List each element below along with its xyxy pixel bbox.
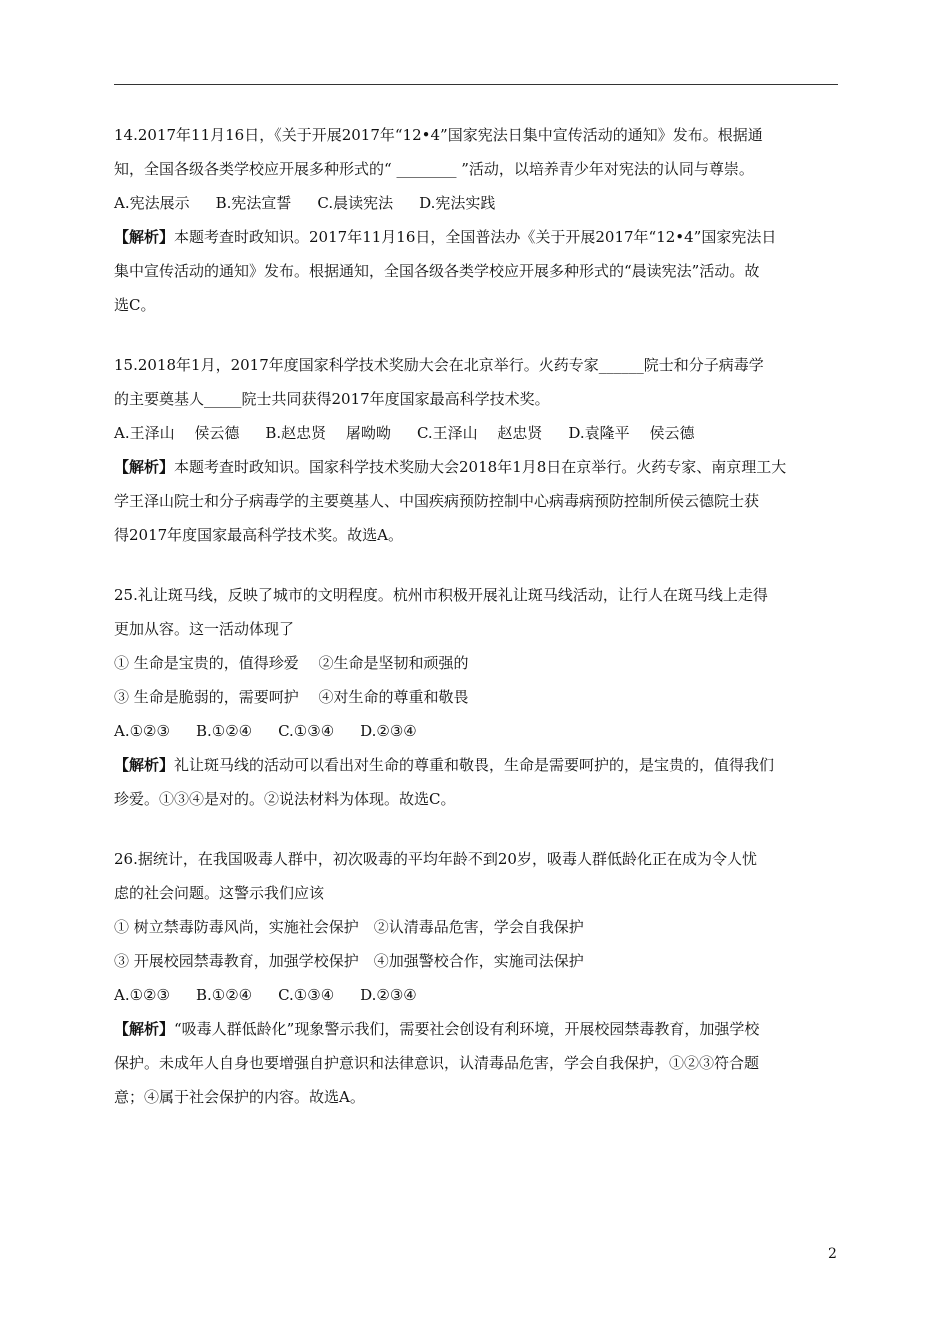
question-stem-line: ③ 生命是脆弱的，需要呵护 ④对生命的尊重和敬畏 xyxy=(114,688,469,706)
answer-options xyxy=(114,978,838,1012)
answer-option: A.宪法展示 xyxy=(114,194,190,212)
analysis-line xyxy=(114,748,838,782)
answer-option: A.王泽山 侯云德 xyxy=(114,424,240,442)
analysis-line xyxy=(114,450,838,484)
analysis-text: 集中宣传活动的通知》发布。根据通知，全国各级各类学校应开展多种形式的“晨读宪法”活动。故 xyxy=(114,262,760,280)
analysis-line xyxy=(114,782,838,816)
analysis-tag: 【解析】 xyxy=(114,228,175,246)
answer-options xyxy=(114,186,838,220)
question-block xyxy=(114,118,838,322)
answer-option: A.①②③ xyxy=(114,986,170,1004)
analysis-tag: 【解析】 xyxy=(114,756,175,774)
answer-option: B.①②④ xyxy=(195,722,253,740)
question-stem-line: 更加从容。这一活动体现了 xyxy=(114,620,295,638)
analysis-line xyxy=(114,1012,838,1046)
page-number: 2 xyxy=(828,1246,837,1262)
analysis-text: 得2017年度国家最高科学技术奖。故选A。 xyxy=(114,526,404,544)
analysis-line xyxy=(114,484,838,518)
analysis-line xyxy=(114,518,838,552)
answer-option: D.宪法实践 xyxy=(419,194,496,212)
answer-option: C.①③④ xyxy=(278,722,335,740)
analysis-text: 学王泽山院士和分子病毒学的主要奠基人、中国疾病预防控制中心病毒病预防控制所侯云德院士获 xyxy=(114,492,760,510)
answer-option: D.②③④ xyxy=(360,986,417,1004)
question-stem-line: 15.2018年1月，2017年度国家科学技术奖励大会在北京举行。火药专家______院士和分子病毒学 xyxy=(114,356,764,374)
question-stem-line: ① 树立禁毒防毒风尚，实施社会保护 ②认清毒品危害，学会自我保护 xyxy=(114,918,584,936)
analysis-text: 本题考查时政知识。国家科学技术奖励大会2018年1月8日在京举行。火药专家、南京理工大 xyxy=(174,458,787,476)
analysis-text: 礼让斑马线的活动可以看出对生命的尊重和敬畏，生命是需要呵护的，是宝贵的，值得我们 xyxy=(174,756,775,774)
analysis-line xyxy=(114,254,838,288)
answer-option: B.赵忠贤 屠呦呦 xyxy=(265,424,391,442)
answer-option: A.①②③ xyxy=(114,722,170,740)
analysis-line xyxy=(114,1046,838,1080)
question-stem-line: 14.2017年11月16日，《关于开展2017年“12•4”国家宪法日集中宣传活动的通知》发布。根据通 xyxy=(114,126,763,144)
analysis-text: 保护。未成年人自身也要增强自护意识和法律意识，认清毒品危害，学会自我保护，①②③符合题 xyxy=(114,1054,760,1072)
question-block xyxy=(114,842,838,1114)
analysis-line xyxy=(114,220,838,254)
analysis-text: 选C。 xyxy=(114,296,156,314)
analysis-tag: 【解析】 xyxy=(114,458,175,476)
questions-container xyxy=(114,118,838,1140)
answer-option: B.①②④ xyxy=(195,986,253,1004)
question-stem-line: ① 生命是宝贵的，值得珍爱 ②生命是坚韧和顽强的 xyxy=(114,654,469,672)
answer-options xyxy=(114,416,838,450)
analysis-tag: 【解析】 xyxy=(114,1020,175,1038)
answer-option: B.宪法宣誓 xyxy=(215,194,292,212)
answer-option: C.王泽山 赵忠贤 xyxy=(416,424,543,442)
question-stem-line: 虑的社会问题。这警示我们应该 xyxy=(114,884,325,902)
answer-option: D.袁隆平 侯云德 xyxy=(568,424,695,442)
answer-option: C.①③④ xyxy=(278,986,335,1004)
question-stem-line: 知，全国各级各类学校应开展多种形式的“ ________ ”活动，以培养青少年对宪法的认同与尊崇。 xyxy=(114,160,754,178)
answer-option: C.晨读宪法 xyxy=(317,194,394,212)
question-block xyxy=(114,348,838,552)
answer-option: D.②③④ xyxy=(360,722,417,740)
analysis-text: 珍爱。①③④是对的。②说法材料为体现。故选C。 xyxy=(114,790,456,808)
header-rule xyxy=(114,84,838,85)
analysis-text: 意；④属于社会保护的内容。故选A。 xyxy=(114,1088,365,1106)
question-block xyxy=(114,578,838,816)
question-stem-line: 25.礼让斑马线，反映了城市的文明程度。杭州市积极开展礼让斑马线活动，让行人在斑马线上走得 xyxy=(114,586,768,604)
answer-options xyxy=(114,714,838,748)
question-stem-line: 的主要奠基人_____院士共同获得2017年度国家最高科学技术奖。 xyxy=(114,390,550,408)
analysis-text: 本题考查时政知识。2017年11月16日，全国普法办《关于开展2017年“12•4”国家宪法日 xyxy=(174,228,777,246)
analysis-line xyxy=(114,1080,838,1114)
question-stem-line: 26.据统计，在我国吸毒人群中，初次吸毒的平均年龄不到20岁，吸毒人群低龄化正在成为令人忧 xyxy=(114,850,757,868)
question-stem-line: ③ 开展校园禁毒教育，加强学校保护 ④加强警校合作，实施司法保护 xyxy=(114,952,584,970)
analysis-text: “吸毒人群低龄化”现象警示我们，需要社会创设有利环境，开展校园禁毒教育，加强学校 xyxy=(174,1020,760,1038)
analysis-line xyxy=(114,288,838,322)
